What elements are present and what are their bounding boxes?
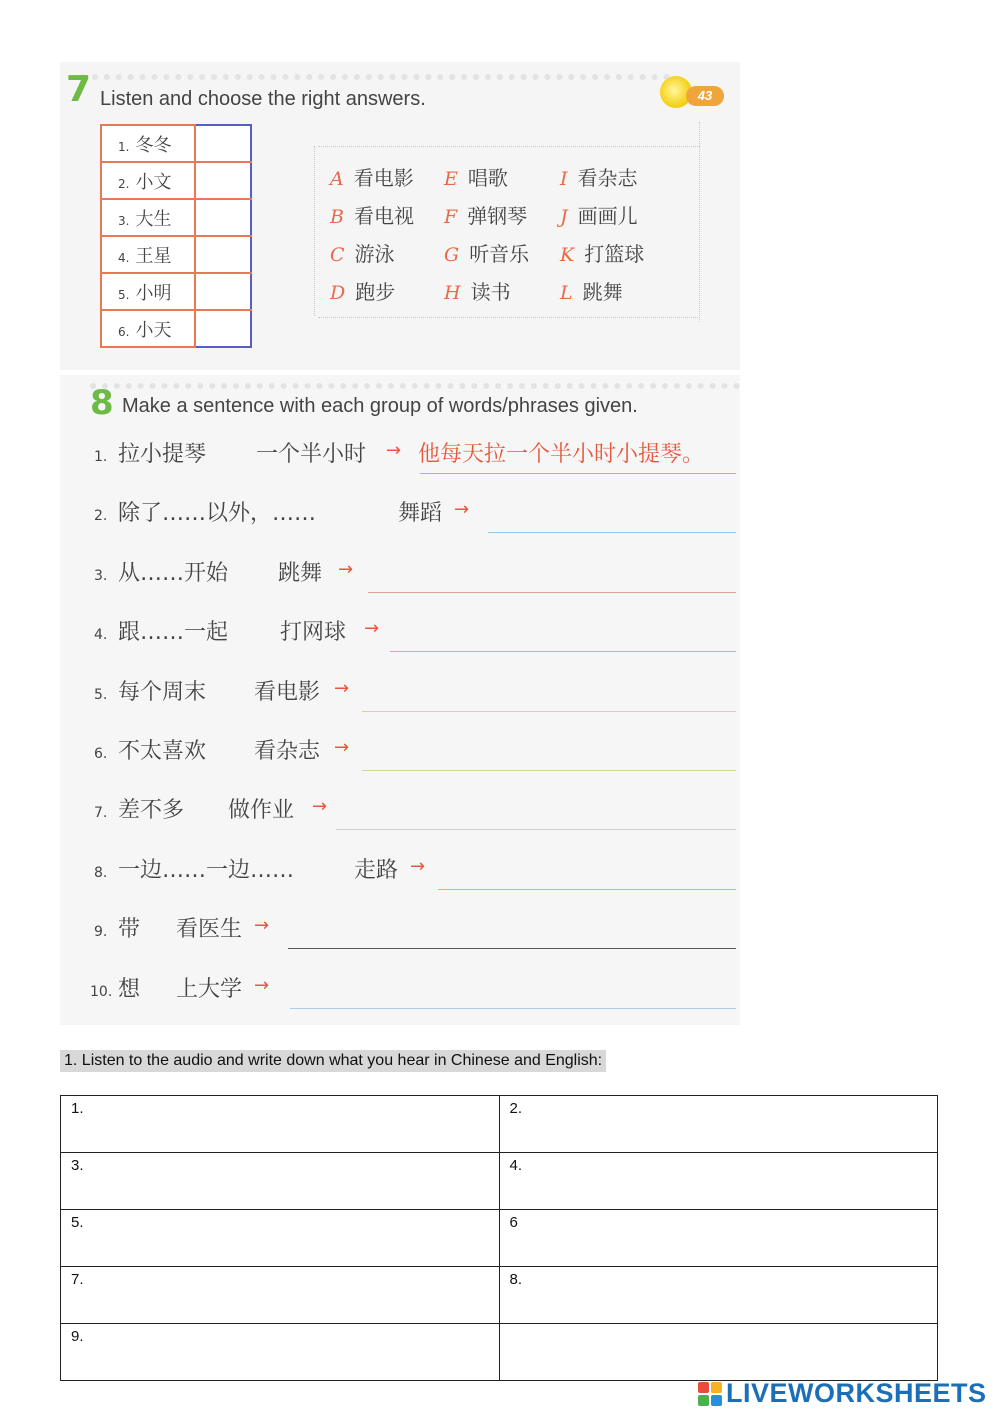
person-name: 小文 (135, 171, 172, 193)
sentence-row (60, 912, 740, 952)
option-i (560, 162, 638, 191)
name-number: 1. (118, 139, 130, 154)
option-text: 打篮球 (584, 242, 645, 266)
option-text: 跑步 (355, 280, 396, 304)
word-group-1: 从……开始 (118, 560, 229, 586)
option-letter: H (444, 282, 461, 304)
person-name: 冬冬 (135, 134, 172, 156)
name-row (101, 310, 251, 347)
option-letter: C (330, 244, 345, 266)
word-group-1: 不太喜欢 (118, 739, 207, 764)
option-letter: G (444, 244, 460, 266)
arrow-icon: → (386, 440, 402, 461)
name-cell (101, 310, 195, 347)
option-d (330, 276, 395, 305)
answer-line[interactable] (290, 1008, 736, 1009)
example-answer: 他每天拉一个半小时小提琴。 (418, 442, 705, 467)
option-e (444, 162, 508, 191)
row-number: 4. (94, 627, 108, 644)
arrow-icon: → (454, 499, 470, 521)
answer-cell[interactable]: 4. (499, 1153, 938, 1210)
name-row (101, 273, 251, 310)
option-letter: A (330, 168, 344, 190)
name-number: 3. (118, 213, 130, 228)
logo-mark-icon (698, 1382, 722, 1406)
option-letter: F (444, 206, 458, 228)
person-name: 大生 (135, 208, 172, 230)
answer-line[interactable] (362, 770, 736, 771)
option-text: 游泳 (354, 242, 395, 266)
grid-row (61, 1210, 938, 1267)
arrow-icon: → (254, 974, 270, 996)
dotted-border (90, 383, 740, 389)
word-group-2: 跳舞 (278, 560, 323, 586)
sentence-row (60, 734, 740, 774)
answer-box[interactable] (195, 162, 251, 199)
option-f (444, 200, 527, 229)
exercise-7-number: 7 (66, 69, 92, 110)
name-number: 6. (118, 324, 130, 339)
exercise-7-panel (60, 62, 740, 370)
name-cell (101, 162, 195, 199)
option-l (560, 276, 623, 305)
person-name: 小明 (135, 282, 172, 304)
arrow-icon: → (312, 796, 328, 818)
arrow-icon: → (364, 618, 380, 640)
option-text: 唱歌 (467, 166, 508, 190)
option-letter: K (560, 244, 575, 266)
option-letter: E (444, 168, 458, 190)
exercise-8-number: 8 (90, 383, 114, 423)
person-name: 王星 (135, 245, 172, 267)
option-j (560, 200, 638, 229)
word-group-2: 一个半小时 (256, 442, 367, 467)
answer-cell[interactable]: 1. (61, 1096, 500, 1153)
exercise-7-title: Listen and choose the right answers. (100, 88, 426, 110)
row-number: 2. (94, 508, 108, 525)
name-cell (101, 199, 195, 236)
option-letter: D (330, 282, 346, 304)
word-group-2: 看医生 (176, 917, 243, 943)
answer-line[interactable] (438, 889, 736, 890)
sentence-row (60, 793, 740, 833)
options-box (318, 122, 700, 322)
name-answer-table (100, 124, 252, 348)
option-a (330, 162, 414, 191)
option-text: 读书 (470, 280, 511, 304)
option-text: 看电视 (353, 204, 414, 228)
answer-line[interactable] (488, 532, 736, 533)
word-group-2: 做作业 (228, 798, 295, 824)
option-k (560, 238, 644, 267)
arrow-icon: → (338, 558, 354, 580)
word-group-1: 想 (118, 976, 141, 1002)
arrow-icon: → (410, 855, 426, 877)
answer-box[interactable] (195, 199, 251, 236)
liveworksheets-logo (698, 1378, 998, 1410)
grid-row (61, 1324, 938, 1381)
name-cell (101, 236, 195, 273)
row-number: 3. (94, 567, 108, 584)
answer-box[interactable] (195, 236, 251, 273)
word-group-2: 看电影 (254, 679, 321, 705)
option-c (330, 238, 395, 267)
answer-cell[interactable] (499, 1324, 938, 1381)
row-number: 5. (94, 686, 108, 703)
option-text: 看杂志 (577, 166, 638, 190)
answer-box[interactable] (195, 125, 251, 162)
option-text: 弹钢琴 (467, 204, 528, 228)
grid-row (61, 1153, 938, 1210)
answer-line[interactable] (390, 651, 736, 652)
row-number: 6. (94, 746, 108, 762)
option-h (444, 276, 511, 305)
sentence-row (60, 972, 740, 1012)
page-number: 43 (686, 86, 724, 106)
word-group-2: 上大学 (176, 976, 243, 1002)
row-number: 10. (90, 983, 113, 1000)
option-text: 跳舞 (582, 280, 623, 304)
row-number: 7. (94, 805, 108, 822)
row-number: 9. (94, 924, 108, 941)
word-group-2: 看杂志 (254, 739, 321, 764)
answer-cell[interactable]: 8. (499, 1267, 938, 1324)
word-group-1: 一边……一边…… (118, 857, 295, 883)
option-g (444, 238, 529, 267)
name-row (101, 199, 251, 236)
word-group-1: 跟……一起 (118, 620, 229, 646)
option-text: 听音乐 (469, 242, 530, 266)
answer-line[interactable] (336, 829, 736, 830)
name-cell (101, 125, 195, 162)
answer-line[interactable] (420, 473, 736, 474)
row-number: 8. (94, 864, 108, 881)
word-group-2: 走路 (354, 857, 399, 883)
option-b (330, 200, 414, 229)
person-name: 小天 (135, 319, 172, 341)
option-letter: J (560, 206, 568, 228)
sentence-row (60, 437, 740, 477)
arrow-icon: → (254, 915, 270, 937)
name-number: 4. (118, 250, 130, 265)
name-row (101, 125, 251, 162)
name-row (101, 162, 251, 199)
word-group-1: 除了……以外，…… (118, 501, 317, 527)
sentence-row (60, 496, 740, 536)
answer-cell[interactable]: 2. (499, 1096, 938, 1153)
answer-cell[interactable]: 7. (61, 1267, 500, 1324)
word-group-1: 每个周末 (118, 679, 207, 705)
logo-text: LIVEWORKSHEETS (726, 1378, 987, 1408)
answer-cell[interactable]: 6 (499, 1210, 938, 1267)
answer-line[interactable] (362, 711, 736, 712)
sentence-row (60, 675, 740, 715)
answer-cell[interactable]: 3. (61, 1153, 500, 1210)
word-group-2: 舞蹈 (398, 501, 443, 527)
answer-cell[interactable]: 9. (61, 1324, 500, 1381)
answer-line[interactable] (288, 948, 736, 949)
dotted-border (80, 74, 670, 80)
sentence-row (60, 853, 740, 893)
name-number: 2. (118, 176, 130, 191)
row-number: 1. (94, 449, 108, 465)
answer-cell[interactable]: 5. (61, 1210, 500, 1267)
grid-row (61, 1096, 938, 1153)
question-1-label: 1. Listen to the audio and write down what you hear in Chinese and English: (60, 1050, 606, 1072)
word-group-1: 差不多 (118, 798, 185, 824)
arrow-icon: → (334, 677, 350, 699)
option-text: 看电影 (353, 166, 414, 190)
exercise-8-panel (60, 375, 740, 1025)
sentence-row (60, 556, 740, 596)
option-letter: I (560, 168, 568, 190)
grid-row (61, 1267, 938, 1324)
sentence-row (60, 615, 740, 655)
page-badge (660, 76, 724, 110)
name-row (101, 236, 251, 273)
word-group-1: 拉小提琴 (118, 442, 207, 467)
option-letter: L (560, 282, 573, 304)
answer-line[interactable] (368, 592, 736, 593)
answer-box[interactable] (195, 310, 251, 347)
word-group-1: 带 (118, 917, 141, 943)
answer-grid (60, 1095, 938, 1381)
arrow-icon: → (334, 737, 350, 758)
answer-box[interactable] (195, 273, 251, 310)
option-letter: B (330, 206, 344, 228)
exercise-8-title: Make a sentence with each group of words/phrases given. (122, 395, 638, 417)
word-group-2: 打网球 (280, 620, 347, 646)
name-number: 5. (118, 287, 130, 302)
option-text: 画画儿 (577, 204, 638, 228)
name-cell (101, 273, 195, 310)
